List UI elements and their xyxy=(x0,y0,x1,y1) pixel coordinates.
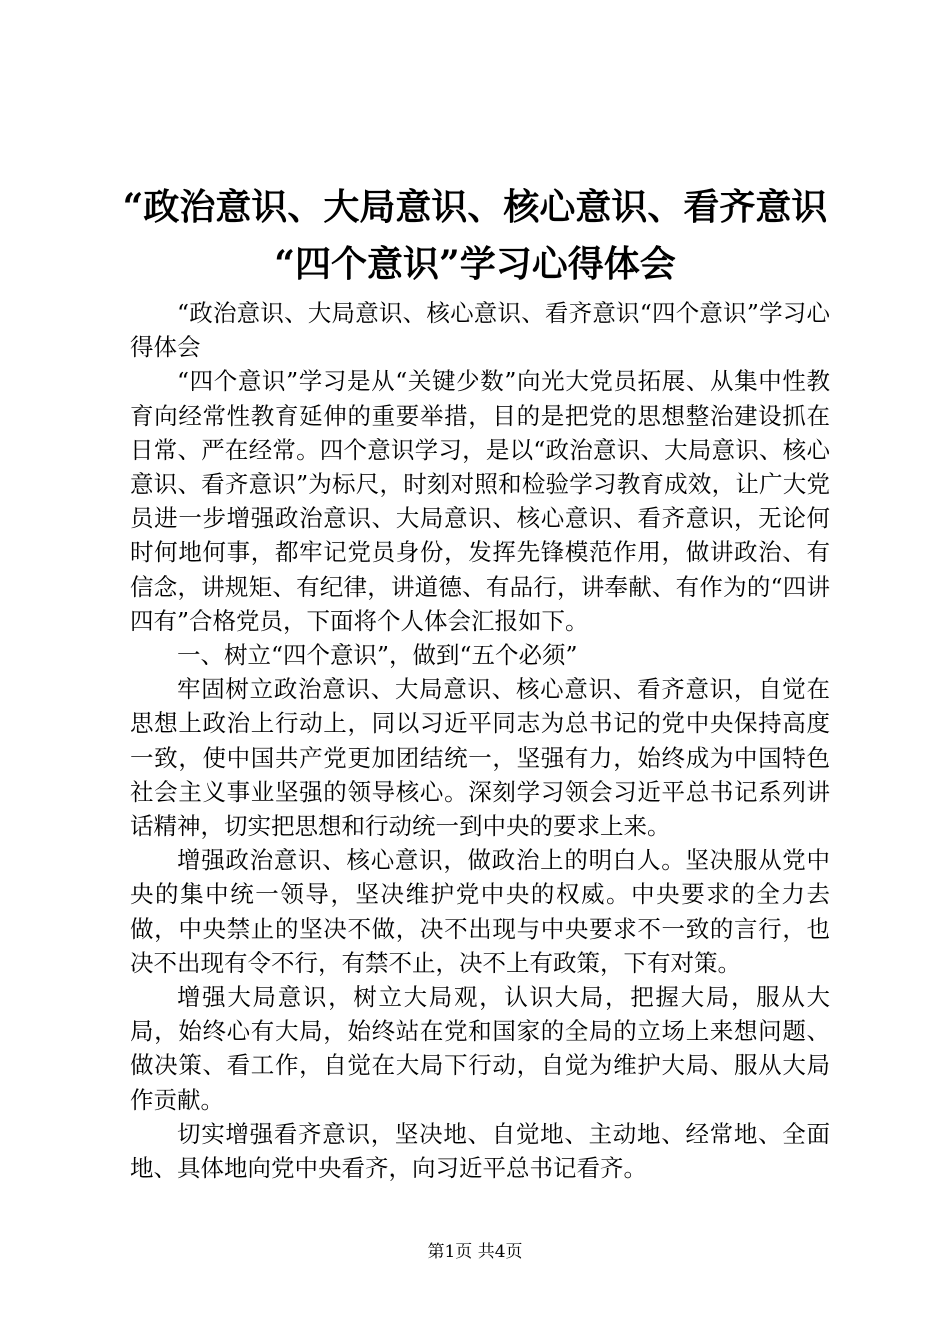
document-title-line-1: “政治意识、大局意识、核心意识、看齐意识 xyxy=(122,186,828,228)
section-heading: 一、树立“四个意识”，做到“五个必须” xyxy=(177,641,578,670)
paragraph: 增强大局意识，树立大局观，认识大局，把握大局，服从大局，始终心有大局，始终站在党和国家的全局的立场上来想问题、做决策、看工作，自觉在大局下行动，自觉为维护大局、服从大局作贡献。 xyxy=(130,983,830,1114)
paragraph-intro: “四个意识”学习是从“关键少数”向光大党员拓展、从集中性教育向经常性教育延伸的重要举措，目的是把党的思想整治建设抓在日常、严在经常。四个意识学习，是以“政治意识、大局意识、核心意识、看齐意识”为标尺，时刻对照和检验学习教育成效，让广大党员进一步增强政治意识、大局意识、核心意识、看齐意识，无论何时何地何事，都牢记党员身份，发挥先锋模范作用，做讲政治、有信念，讲规矩、有纪律，讲道德、有品行，讲奉献、有作为的“四讲四有”合格党员，下面将个人体会汇报如下。 xyxy=(130,367,830,635)
paragraph: 切实增强看齐意识，坚决地、自觉地、主动地、经常地、全面地、具体地向党中央看齐，向习近平总书记看齐。 xyxy=(130,1119,830,1183)
paragraph-subtitle: “政治意识、大局意识、核心意识、看齐意识“四个意识”学习心得体会 xyxy=(130,299,830,362)
paragraph: 增强政治意识、核心意识，做政治上的明白人。坚决服从党中央的集中统一领导，坚决维护党中央的权威。中央要求的全力去做，中央禁止的坚决不做，决不出现与中央要求不一致的言行，也决不出现有令不行，有禁不止，决不上有政策，下有对策。 xyxy=(130,846,830,977)
document-title-line-2: “四个意识”学习心得体会 xyxy=(274,243,676,285)
document-body xyxy=(130,296,830,1185)
page-number-footer: 第1页 共4页 xyxy=(427,1242,523,1262)
paragraph: 牢固树立政治意识、大局意识、核心意识、看齐意识，自觉在思想上政治上行动上，同以习近平同志为总书记的党中央保持高度一致，使中国共产党更加团结统一，坚强有力，始终成为中国特色社会主义事业坚强的领导核心。深刻学习领会习近平总书记系列讲话精神，切实把思想和行动统一到中央的要求上来。 xyxy=(130,675,830,841)
